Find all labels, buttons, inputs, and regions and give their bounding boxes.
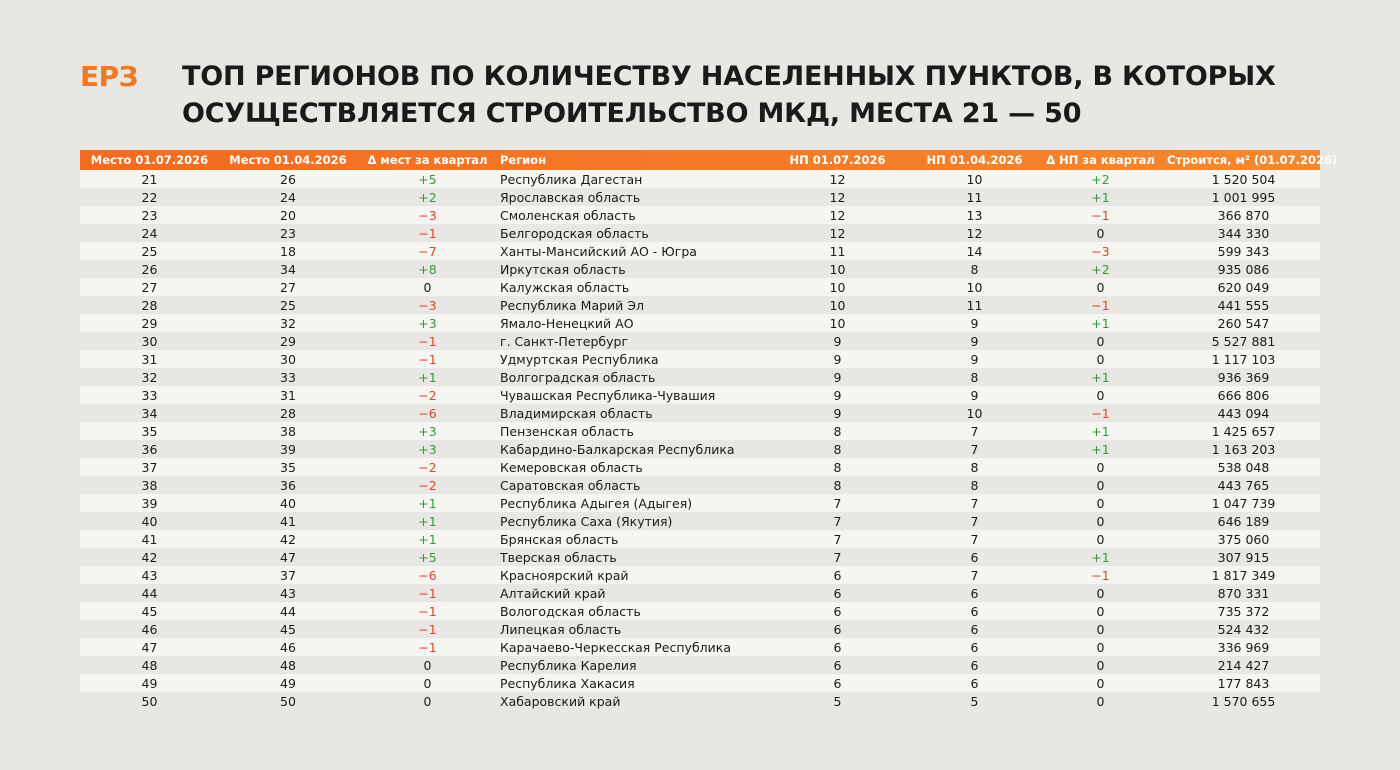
np-current-cell: 6 bbox=[833, 567, 842, 583]
region-cell: г. Санкт-Петербург bbox=[500, 333, 629, 349]
place-delta-cell: −1 bbox=[418, 351, 437, 367]
table-row bbox=[80, 476, 1320, 494]
place-delta-cell: −3 bbox=[418, 297, 437, 313]
np-previous-cell: 7 bbox=[970, 513, 979, 529]
region-cell: Хабаровский край bbox=[500, 693, 621, 709]
place-delta-cell: −6 bbox=[418, 405, 437, 421]
place-delta-cell: −1 bbox=[418, 603, 437, 619]
under-construction-cell: 870 331 bbox=[1217, 585, 1270, 601]
table-row bbox=[80, 440, 1320, 458]
under-construction-cell: 620 049 bbox=[1217, 279, 1270, 295]
region-cell: Ярославская область bbox=[500, 189, 641, 205]
np-current-cell: 8 bbox=[833, 423, 842, 439]
np-current-cell: 10 bbox=[829, 279, 846, 295]
place-current-cell: 43 bbox=[141, 567, 158, 583]
np-delta-cell: +2 bbox=[1091, 171, 1110, 187]
np-current-cell: 8 bbox=[833, 477, 842, 493]
region-cell: Республика Карелия bbox=[500, 657, 637, 673]
place-previous-cell: 48 bbox=[280, 657, 296, 673]
under-construction-cell: 936 369 bbox=[1217, 369, 1270, 385]
place-previous-cell: 33 bbox=[280, 369, 296, 385]
np-delta-cell: 0 bbox=[1096, 513, 1105, 529]
place-delta-cell: +3 bbox=[418, 441, 437, 457]
np-delta-cell: −1 bbox=[1091, 297, 1110, 313]
place-delta-cell: −6 bbox=[418, 567, 437, 583]
np-previous-cell: 12 bbox=[966, 225, 983, 241]
place-current-cell: 44 bbox=[141, 585, 158, 601]
place-delta-cell: +2 bbox=[418, 189, 437, 205]
region-cell: Тверская область bbox=[500, 549, 617, 565]
np-delta-cell: 0 bbox=[1096, 459, 1105, 475]
place-delta-cell: −2 bbox=[418, 477, 437, 493]
np-current-cell: 10 bbox=[829, 315, 846, 331]
np-current-cell: 6 bbox=[833, 639, 842, 655]
place-current-cell: 48 bbox=[141, 657, 158, 673]
column-header-np-current[interactable]: НП 01.07.2026 bbox=[789, 153, 886, 167]
under-construction-cell: 344 330 bbox=[1217, 225, 1270, 241]
under-construction-cell: 336 969 bbox=[1217, 639, 1270, 655]
place-previous-cell: 41 bbox=[280, 513, 296, 529]
np-previous-cell: 13 bbox=[966, 207, 983, 223]
under-construction-cell: 1 425 657 bbox=[1211, 423, 1276, 439]
place-previous-cell: 28 bbox=[280, 405, 296, 421]
np-previous-cell: 7 bbox=[970, 531, 979, 547]
np-previous-cell: 14 bbox=[966, 243, 983, 259]
column-header-place-current[interactable]: Место 01.07.2026 bbox=[90, 153, 209, 167]
place-previous-cell: 35 bbox=[280, 459, 296, 475]
place-delta-cell: +1 bbox=[418, 531, 437, 547]
np-previous-cell: 8 bbox=[970, 369, 979, 385]
np-previous-cell: 9 bbox=[970, 387, 979, 403]
under-construction-cell: 1 570 655 bbox=[1211, 693, 1276, 709]
np-previous-cell: 7 bbox=[970, 567, 979, 583]
logo: ЕРЗ bbox=[80, 60, 139, 93]
under-construction-cell: 1 047 739 bbox=[1211, 495, 1276, 511]
table-row bbox=[80, 656, 1320, 674]
place-previous-cell: 34 bbox=[280, 261, 296, 277]
column-header-np-previous[interactable]: НП 01.04.2026 bbox=[926, 153, 1023, 167]
place-delta-cell: +1 bbox=[418, 495, 437, 511]
np-delta-cell: −3 bbox=[1091, 243, 1110, 259]
region-cell: Удмуртская Республика bbox=[500, 351, 659, 367]
np-current-cell: 7 bbox=[833, 531, 842, 547]
np-delta-cell: 0 bbox=[1096, 477, 1105, 493]
region-cell: Карачаево-Черкесская Республика bbox=[500, 639, 731, 655]
place-current-cell: 39 bbox=[141, 495, 158, 511]
place-current-cell: 35 bbox=[141, 423, 158, 439]
np-current-cell: 6 bbox=[833, 603, 842, 619]
under-construction-cell: 599 343 bbox=[1217, 243, 1270, 259]
place-previous-cell: 37 bbox=[280, 567, 296, 583]
np-previous-cell: 6 bbox=[970, 603, 979, 619]
table-row bbox=[80, 242, 1320, 260]
region-cell: Вологодская область bbox=[500, 603, 641, 619]
place-previous-cell: 18 bbox=[280, 243, 296, 259]
place-delta-cell: 0 bbox=[423, 693, 432, 709]
under-construction-cell: 441 555 bbox=[1217, 297, 1270, 313]
place-delta-cell: +1 bbox=[418, 513, 437, 529]
place-delta-cell: +5 bbox=[418, 549, 437, 565]
place-delta-cell: −1 bbox=[418, 225, 437, 241]
region-cell: Республика Адыгея (Адыгея) bbox=[500, 495, 693, 511]
table-row bbox=[80, 530, 1320, 548]
place-current-cell: 36 bbox=[141, 441, 158, 457]
under-construction-cell: 443 094 bbox=[1217, 405, 1270, 421]
np-previous-cell: 6 bbox=[970, 639, 979, 655]
column-header-place-delta[interactable]: Δ мест за квартал bbox=[367, 153, 488, 167]
region-cell: Кемеровская область bbox=[500, 459, 643, 475]
place-current-cell: 27 bbox=[141, 279, 158, 295]
place-previous-cell: 42 bbox=[280, 531, 296, 547]
np-current-cell: 7 bbox=[833, 513, 842, 529]
region-cell: Смоленская область bbox=[500, 207, 636, 223]
ranking-table bbox=[80, 150, 1338, 710]
np-delta-cell: 0 bbox=[1096, 585, 1105, 601]
place-delta-cell: −1 bbox=[418, 639, 437, 655]
place-delta-cell: +3 bbox=[418, 423, 437, 439]
under-construction-cell: 260 547 bbox=[1217, 315, 1270, 331]
place-delta-cell: +5 bbox=[418, 171, 437, 187]
np-current-cell: 10 bbox=[829, 297, 846, 313]
np-delta-cell: 0 bbox=[1096, 495, 1105, 511]
np-current-cell: 12 bbox=[829, 189, 846, 205]
place-delta-cell: −1 bbox=[418, 585, 437, 601]
np-previous-cell: 6 bbox=[970, 621, 979, 637]
place-current-cell: 38 bbox=[141, 477, 158, 493]
table-row bbox=[80, 422, 1320, 440]
place-current-cell: 45 bbox=[141, 603, 158, 619]
np-previous-cell: 10 bbox=[966, 171, 983, 187]
region-cell: Чувашская Республика-Чувашия bbox=[500, 387, 716, 403]
np-previous-cell: 5 bbox=[970, 693, 979, 709]
np-previous-cell: 9 bbox=[970, 351, 979, 367]
region-cell: Республика Саха (Якутия) bbox=[500, 513, 673, 529]
column-header-place-previous[interactable]: Место 01.04.2026 bbox=[229, 153, 347, 167]
under-construction-cell: 1 117 103 bbox=[1211, 351, 1276, 367]
np-current-cell: 9 bbox=[833, 387, 842, 403]
np-current-cell: 5 bbox=[833, 693, 842, 709]
place-previous-cell: 30 bbox=[280, 351, 296, 367]
place-current-cell: 37 bbox=[141, 459, 158, 475]
table-row bbox=[80, 512, 1320, 530]
place-current-cell: 28 bbox=[141, 297, 158, 313]
place-delta-cell: +3 bbox=[418, 315, 437, 331]
region-cell: Республика Марий Эл bbox=[500, 297, 644, 313]
np-previous-cell: 6 bbox=[970, 657, 979, 673]
under-construction-cell: 443 765 bbox=[1217, 477, 1270, 493]
np-previous-cell: 8 bbox=[970, 459, 979, 475]
place-previous-cell: 25 bbox=[280, 297, 296, 313]
table-row bbox=[80, 638, 1320, 656]
place-previous-cell: 31 bbox=[280, 387, 296, 403]
table-row bbox=[80, 170, 1320, 188]
place-previous-cell: 44 bbox=[280, 603, 296, 619]
column-header-under-construction[interactable]: Строится, м² (01.07.2026) bbox=[1167, 153, 1338, 167]
place-previous-cell: 45 bbox=[280, 621, 296, 637]
table-row bbox=[80, 620, 1320, 638]
np-previous-cell: 8 bbox=[970, 261, 979, 277]
np-delta-cell: 0 bbox=[1096, 603, 1105, 619]
place-previous-cell: 24 bbox=[280, 189, 296, 205]
place-delta-cell: −1 bbox=[418, 621, 437, 637]
under-construction-cell: 366 870 bbox=[1217, 207, 1270, 223]
np-previous-cell: 8 bbox=[970, 477, 979, 493]
under-construction-cell: 666 806 bbox=[1217, 387, 1270, 403]
table-header-row bbox=[80, 150, 1320, 170]
under-construction-cell: 935 086 bbox=[1217, 261, 1270, 277]
np-delta-cell: +2 bbox=[1091, 261, 1110, 277]
np-previous-cell: 10 bbox=[966, 405, 983, 421]
place-current-cell: 34 bbox=[141, 405, 158, 421]
np-previous-cell: 10 bbox=[966, 279, 983, 295]
table-row bbox=[80, 602, 1320, 620]
np-current-cell: 6 bbox=[833, 675, 842, 691]
place-current-cell: 30 bbox=[141, 333, 158, 349]
np-delta-cell: 0 bbox=[1096, 639, 1105, 655]
region-cell: Липецкая область bbox=[500, 621, 622, 637]
np-delta-cell: 0 bbox=[1096, 225, 1105, 241]
np-delta-cell: 0 bbox=[1096, 279, 1105, 295]
np-current-cell: 6 bbox=[833, 621, 842, 637]
np-delta-cell: +1 bbox=[1091, 549, 1110, 565]
region-cell: Калужская область bbox=[500, 279, 630, 295]
place-current-cell: 31 bbox=[141, 351, 158, 367]
under-construction-cell: 735 372 bbox=[1217, 603, 1270, 619]
under-construction-cell: 177 843 bbox=[1217, 675, 1270, 691]
np-previous-cell: 6 bbox=[970, 675, 979, 691]
under-construction-cell: 538 048 bbox=[1217, 459, 1270, 475]
place-delta-cell: 0 bbox=[423, 657, 432, 673]
region-cell: Волгоградская область bbox=[500, 369, 656, 385]
place-previous-cell: 23 bbox=[280, 225, 296, 241]
place-current-cell: 29 bbox=[141, 315, 158, 331]
np-delta-cell: 0 bbox=[1096, 351, 1105, 367]
under-construction-cell: 1 163 203 bbox=[1211, 441, 1276, 457]
place-current-cell: 33 bbox=[141, 387, 158, 403]
place-previous-cell: 26 bbox=[280, 171, 296, 187]
table-row bbox=[80, 188, 1320, 206]
np-current-cell: 8 bbox=[833, 441, 842, 457]
table-row bbox=[80, 350, 1320, 368]
place-current-cell: 50 bbox=[141, 693, 158, 709]
place-delta-cell: −1 bbox=[418, 333, 437, 349]
np-current-cell: 12 bbox=[829, 171, 846, 187]
place-previous-cell: 40 bbox=[280, 495, 296, 511]
table-row bbox=[80, 566, 1320, 584]
place-delta-cell: +1 bbox=[418, 369, 437, 385]
np-delta-cell: +1 bbox=[1091, 423, 1110, 439]
place-previous-cell: 49 bbox=[280, 675, 296, 691]
page-title bbox=[182, 58, 1332, 132]
place-previous-cell: 32 bbox=[280, 315, 296, 331]
table-row bbox=[80, 260, 1320, 278]
np-previous-cell: 6 bbox=[970, 549, 979, 565]
np-delta-cell: 0 bbox=[1096, 675, 1105, 691]
place-previous-cell: 27 bbox=[280, 279, 296, 295]
region-cell: Владимирская область bbox=[500, 405, 653, 421]
np-delta-cell: 0 bbox=[1096, 657, 1105, 673]
table-row bbox=[80, 386, 1320, 404]
place-current-cell: 46 bbox=[141, 621, 158, 637]
np-delta-cell: 0 bbox=[1096, 693, 1105, 709]
region-cell: Саратовская область bbox=[500, 477, 641, 493]
place-previous-cell: 38 bbox=[280, 423, 296, 439]
np-previous-cell: 7 bbox=[970, 441, 979, 457]
region-cell: Брянская область bbox=[500, 531, 619, 547]
np-previous-cell: 7 bbox=[970, 495, 979, 511]
place-previous-cell: 29 bbox=[280, 333, 296, 349]
under-construction-cell: 1 520 504 bbox=[1211, 171, 1276, 187]
place-current-cell: 21 bbox=[141, 171, 158, 187]
title-line-1: ТОП РЕГИОНОВ ПО КОЛИЧЕСТВУ НАСЕЛЕННЫХ ПУНКТОВ, В КОТОРЫХ bbox=[182, 61, 1276, 92]
table-row bbox=[80, 296, 1320, 314]
table-row bbox=[80, 494, 1320, 512]
np-previous-cell: 11 bbox=[966, 189, 983, 205]
under-construction-cell: 375 060 bbox=[1217, 531, 1270, 547]
np-delta-cell: −1 bbox=[1091, 405, 1110, 421]
np-previous-cell: 7 bbox=[970, 423, 979, 439]
table-row bbox=[80, 332, 1320, 350]
region-cell: Ханты-Мансийский АО - Югра bbox=[500, 243, 697, 259]
np-previous-cell: 9 bbox=[970, 333, 979, 349]
np-current-cell: 11 bbox=[829, 243, 846, 259]
np-previous-cell: 6 bbox=[970, 585, 979, 601]
place-current-cell: 49 bbox=[141, 675, 158, 691]
under-construction-cell: 214 427 bbox=[1217, 657, 1270, 673]
table-row bbox=[80, 206, 1320, 224]
region-cell: Белгородская область bbox=[500, 225, 649, 241]
place-delta-cell: −7 bbox=[418, 243, 437, 259]
np-delta-cell: −1 bbox=[1091, 207, 1110, 223]
table-row bbox=[80, 458, 1320, 476]
place-current-cell: 22 bbox=[141, 189, 158, 205]
place-previous-cell: 46 bbox=[280, 639, 296, 655]
under-construction-cell: 5 527 881 bbox=[1211, 333, 1276, 349]
np-delta-cell: −1 bbox=[1091, 567, 1110, 583]
place-delta-cell: 0 bbox=[423, 279, 432, 295]
np-current-cell: 12 bbox=[829, 207, 846, 223]
place-current-cell: 40 bbox=[141, 513, 158, 529]
place-previous-cell: 47 bbox=[280, 549, 296, 565]
under-construction-cell: 524 432 bbox=[1217, 621, 1270, 637]
region-cell: Республика Дагестан bbox=[500, 171, 643, 187]
table-row bbox=[80, 368, 1320, 386]
np-previous-cell: 9 bbox=[970, 315, 979, 331]
table-row bbox=[80, 548, 1320, 566]
place-current-cell: 26 bbox=[141, 261, 158, 277]
column-header-region[interactable]: Регион bbox=[500, 153, 547, 167]
ranking-table-container bbox=[80, 150, 1338, 710]
place-delta-cell: −3 bbox=[418, 207, 437, 223]
place-delta-cell: −2 bbox=[418, 459, 437, 475]
region-cell: Кабардино-Балкарская Республика bbox=[500, 441, 735, 457]
place-delta-cell: 0 bbox=[423, 675, 432, 691]
place-previous-cell: 20 bbox=[280, 207, 296, 223]
place-current-cell: 23 bbox=[141, 207, 158, 223]
table-row bbox=[80, 692, 1320, 710]
under-construction-cell: 1 817 349 bbox=[1211, 567, 1276, 583]
table-body bbox=[80, 170, 1320, 710]
table-row bbox=[80, 278, 1320, 296]
np-current-cell: 6 bbox=[833, 585, 842, 601]
np-delta-cell: +1 bbox=[1091, 369, 1110, 385]
np-current-cell: 9 bbox=[833, 333, 842, 349]
place-current-cell: 25 bbox=[141, 243, 158, 259]
title-line-2: ОСУЩЕСТВЛЯЕТСЯ СТРОИТЕЛЬСТВО МКД, МЕСТА 21 — 50 bbox=[182, 98, 1082, 129]
table-row bbox=[80, 314, 1320, 332]
under-construction-cell: 307 915 bbox=[1217, 549, 1270, 565]
region-cell: Пензенская область bbox=[500, 423, 634, 439]
np-current-cell: 9 bbox=[833, 405, 842, 421]
np-delta-cell: +1 bbox=[1091, 189, 1110, 205]
np-delta-cell: 0 bbox=[1096, 333, 1105, 349]
under-construction-cell: 1 001 995 bbox=[1211, 189, 1276, 205]
table-row bbox=[80, 224, 1320, 242]
np-current-cell: 6 bbox=[833, 657, 842, 673]
np-delta-cell: 0 bbox=[1096, 621, 1105, 637]
region-cell: Алтайский край bbox=[500, 585, 606, 601]
np-delta-cell: +1 bbox=[1091, 315, 1110, 331]
np-current-cell: 9 bbox=[833, 369, 842, 385]
np-previous-cell: 11 bbox=[966, 297, 983, 313]
np-current-cell: 7 bbox=[833, 495, 842, 511]
table-row bbox=[80, 404, 1320, 422]
np-delta-cell: +1 bbox=[1091, 441, 1110, 457]
place-current-cell: 42 bbox=[141, 549, 158, 565]
region-cell: Иркутская область bbox=[500, 261, 626, 277]
place-current-cell: 24 bbox=[141, 225, 158, 241]
column-header-np-delta[interactable]: Δ НП за квартал bbox=[1046, 153, 1155, 167]
table-row bbox=[80, 584, 1320, 602]
place-delta-cell: −2 bbox=[418, 387, 437, 403]
place-current-cell: 32 bbox=[141, 369, 158, 385]
place-previous-cell: 36 bbox=[280, 477, 296, 493]
np-current-cell: 10 bbox=[829, 261, 846, 277]
region-cell: Красноярский край bbox=[500, 567, 629, 583]
np-current-cell: 9 bbox=[833, 351, 842, 367]
region-cell: Ямало-Ненецкий АО bbox=[500, 315, 634, 331]
under-construction-cell: 646 189 bbox=[1217, 513, 1270, 529]
np-current-cell: 12 bbox=[829, 225, 846, 241]
place-current-cell: 47 bbox=[141, 639, 158, 655]
np-delta-cell: 0 bbox=[1096, 531, 1105, 547]
place-previous-cell: 39 bbox=[280, 441, 296, 457]
place-previous-cell: 43 bbox=[280, 585, 296, 601]
place-previous-cell: 50 bbox=[280, 693, 296, 709]
table-row bbox=[80, 674, 1320, 692]
np-current-cell: 7 bbox=[833, 549, 842, 565]
np-current-cell: 8 bbox=[833, 459, 842, 475]
place-current-cell: 41 bbox=[141, 531, 158, 547]
place-delta-cell: +8 bbox=[418, 261, 437, 277]
np-delta-cell: 0 bbox=[1096, 387, 1105, 403]
region-cell: Республика Хакасия bbox=[500, 675, 635, 691]
